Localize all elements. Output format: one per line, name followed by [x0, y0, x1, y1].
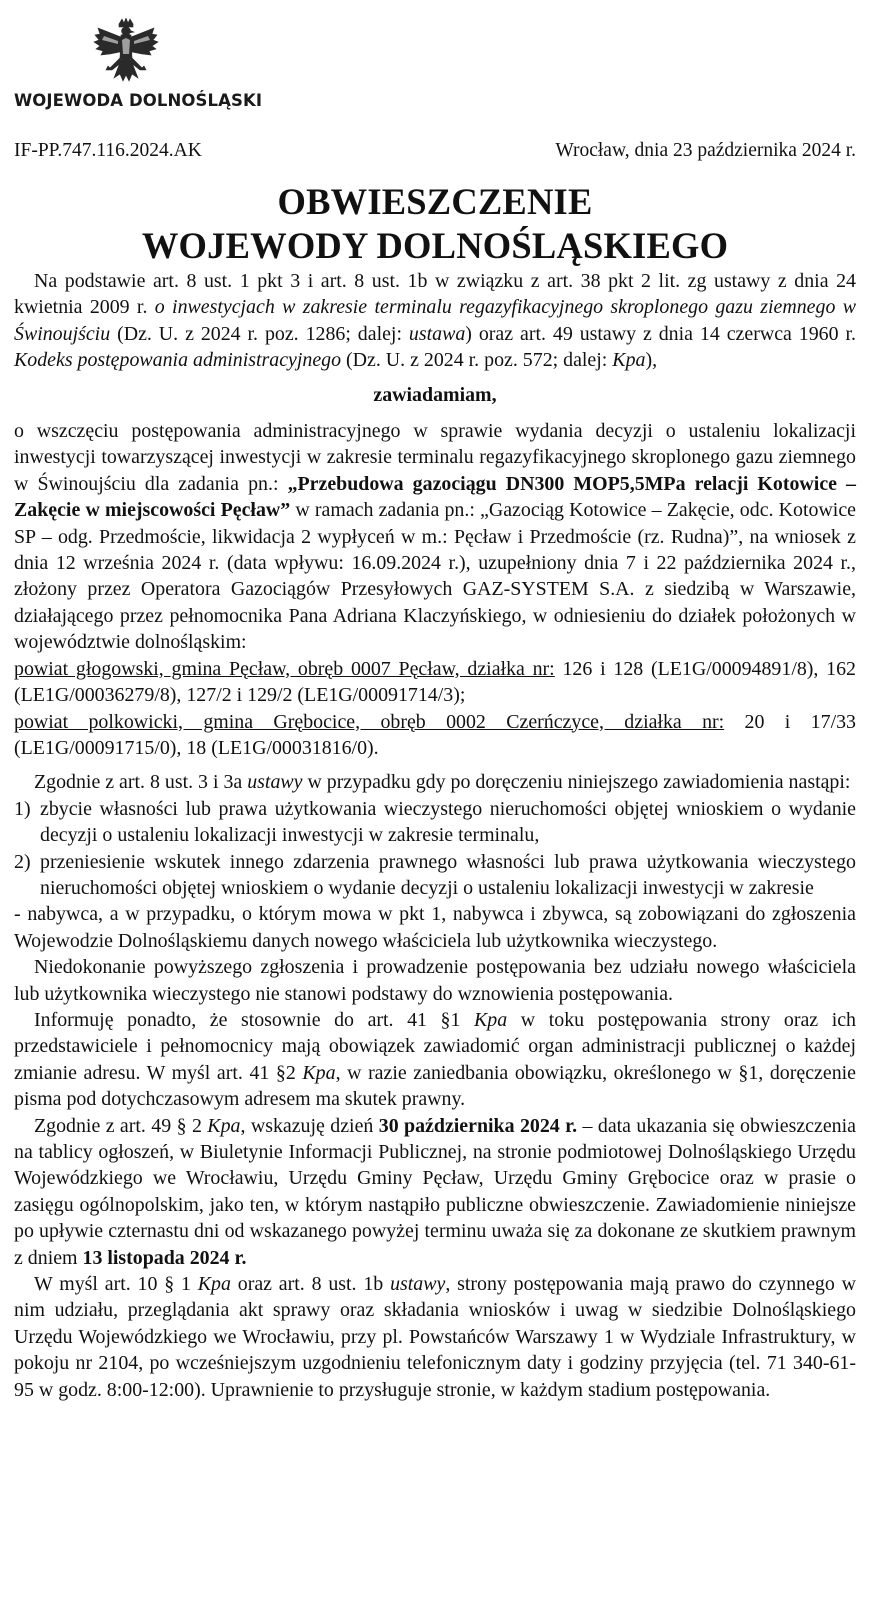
main-paragraph: [14, 418, 856, 656]
parcel-label: powiat głogowski, gmina Pęcław, obręb 0007 Pęcław, działka nr:: [14, 657, 555, 680]
italic-span: Kpa: [612, 349, 646, 372]
reference-number: IF-PP.747.116.2024.AK: [14, 140, 202, 161]
text-span: (Dz. U. z 2024 r. poz. 1286; dalej:: [110, 322, 409, 345]
reference-row: [14, 138, 856, 168]
italic-span: ustawy: [390, 1273, 446, 1296]
italic-span: ustawa: [408, 322, 466, 345]
text-span: w przypadku gdy po doręczeniu niniejszego zawiadomienia nastąpi:: [302, 771, 851, 794]
title-line-2: WOJEWODY DOLNOŚLĄSKIEGO: [141, 225, 729, 266]
announce-heading: zawiadamiam,: [373, 383, 497, 406]
list-number: 1): [14, 797, 31, 820]
text-span: w toku postępowania strony oraz ich przedstawiciele i pełnomocnicy mają obowiązek zawiadomić organ administracji publicznej o każdej zmianie adresu. W myśl art. 41 §2: [14, 1008, 856, 1084]
italic-span: o inwestycjach w zakresie terminalu regazyfikacyjnego skroplonego gazu ziemnego w Świnoujściu: [14, 296, 856, 345]
issuer-name: WOJEWODA DOLNOŚLĄSKI: [14, 91, 263, 110]
bold-span: „Przebudowa gazociągu DN300 MOP5,5MPa relacji Kotowice – Zakęcie w miejscowości Pęcław”: [14, 472, 856, 522]
document-body: [14, 268, 856, 1403]
italic-span: ustawy: [247, 771, 303, 794]
parcel-label: powiat polkowicki, gmina Grębocice, obręb 0002 Czerńczyce, działka nr:: [14, 710, 725, 733]
text-span: Informuję ponadto, że stosownie do art. 41 §1: [34, 1008, 475, 1031]
list-item: [14, 849, 856, 902]
document-title: [14, 180, 856, 268]
text-span: , w razie zaniedbania obowiązku, określonego w §1, doręczenie pisma pod dotychczasowym adresem ma skutek prawny.: [14, 1061, 856, 1111]
bold-span: 30 października 2024 r.: [378, 1114, 578, 1137]
address-paragraph: [14, 1007, 856, 1113]
italic-span: Kpa: [207, 1114, 241, 1137]
art10-paragraph: [14, 1271, 856, 1403]
legal-basis-paragraph: [14, 268, 856, 374]
italic-span: Kpa: [302, 1061, 336, 1084]
eagle-emblem-icon: [92, 18, 160, 92]
parcel-text: 20 i 17/33 (LE1G/00091715/0), 18 (LE1G/00031816/0).: [14, 710, 856, 759]
list-item: [14, 796, 856, 849]
list-text: przeniesienie wskutek innego zdarzenia prawnego własności lub prawa użytkowania wieczystego nieruchomości objętej wnioskiem o wydanie decyzji o ustaleniu lokalizacji inwestycji w zakresie: [40, 850, 856, 899]
text-span: Zgodnie z art. 8 ust. 3 i 3a: [34, 771, 248, 794]
text-span: , wskazuję dzień: [240, 1114, 379, 1137]
text-span: ),: [645, 349, 658, 372]
art8-paragraph: [14, 769, 856, 795]
parcel-list-glogowski: [14, 656, 856, 709]
place-date: Wrocław, dnia 23 października 2024 r.: [555, 140, 856, 161]
text-span: Na podstawie art. 8 ust. 1 pkt 3 i art. 8 ust. 1b w związku z art. 38 pkt 2 lit. zg ustawy z dnia 24 kwietnia 2009 r.: [14, 270, 856, 319]
text-span: w ramach zadania pn.: „Gazociąg Kotowice – Zakęcie, odc. Kotowice SP – odg. Przedmoście, likwidacja 2 wypłyceń w m.: Pęcław i Przedmoście (rz. Rudna)”, na wniosek z dnia 12 września 2024 r. (data wpływu: 16.09.2024 r.), uzupełniony dnia 7 i 22 października 2024 r., złożony przez Operatora Gazociągów Przesyłowych GAZ-SYSTEM S.A. z siedzibą w Warszawie, działającego przez pełnomocnika Pana Adriana Klaczyńskiego, w odniesieniu do działek położonych w województwie dolnośląskim:: [14, 499, 856, 654]
italic-span: Kpa: [474, 1008, 508, 1031]
art49-paragraph: [14, 1113, 856, 1271]
list-text: zbycie własności lub prawa użytkowania wieczystego nieruchomości objętej wnioskiem o wydanie decyzji o ustaleniu lokalizacji inwestycji w zakresie terminalu,: [40, 797, 856, 847]
text-span: oraz art. 8 ust. 1b: [230, 1273, 391, 1296]
italic-span: Kodeks postępowania administracyjnego: [14, 349, 342, 372]
letterhead: [14, 0, 856, 132]
italic-span: Kpa: [197, 1273, 231, 1296]
parcel-list-polkowicki: [14, 709, 856, 762]
text-span: , strony postępowania mają prawo do czynnego w nim udziału, przeglądania akt sprawy oraz składania wniosków i uwag w siedzibie Dolnośląskiego Urzędu Wojewódzkiego we Wrocławiu, przy pl. Powstańców Warszawy 1 w Wydziale Infrastruktury, w pokoju nr 2104, po wcześniejszym uzgodnieniu telefonicznym daty i godziny przyjęcia (tel. 71 340-61-95 w godz. 8:00-12:00). Uprawnienie to przysługuje stronie, w każdym stadium postępowania.: [14, 1273, 856, 1401]
art8-after-paragraph: - nabywca, a w przypadku, o którym mowa w pkt 1, nabywca i zbywca, są zobowiązani do zgłoszenia Wojewodzie Dolnośląskiemu danych nowego właściciela lub użytkownika wieczystego.: [14, 903, 856, 952]
text-span: o wszczęciu postępowania administracyjnego w sprawie wydania decyzji o ustaleniu lokalizacji inwestycji towarzyszącej inwestycji w zakresie terminalu regazyfikacyjnego skroplonego gazu ziemnego w Świnoujściu dla zadania pn.:: [14, 420, 856, 495]
failure-paragraph: Niedokonanie powyższego zgłoszenia i prowadzenie postępowania bez udziału nowego właściciela lub użytkownika wieczystego nie stanowi podstawy do wznowienia postępowania.: [14, 956, 856, 1005]
text-span: W myśl art. 10 § 1: [34, 1273, 198, 1296]
text-span: – data ukazania się obwieszczenia na tablicy ogłoszeń, w Biuletynie Informacji Publicznej, na stronie podmiotowej Dolnośląskiego Urzędu Wojewódzkiego we Wrocławiu, Urzędu Gminy Pęcław, Urzędu Gminy Grębocice oraz w prasie o zasięgu ogólnopolskim, jako ten, w którym nastąpiło publiczne obwieszczenie. Zawiadomienie niniejsze po upływie czternastu dni od wskazanego powyżej terminu uważa się za dokonane ze skutkiem prawnym z dniem: [14, 1114, 856, 1269]
title-line-1: OBWIESZCZENIE: [277, 181, 593, 222]
text-span: ) oraz art. 49 ustawy z dnia 14 czerwca 1960 r.: [465, 322, 856, 345]
document-page: [14, 0, 856, 1403]
text-span: (Dz. U. z 2024 r. poz. 572; dalej:: [341, 349, 613, 372]
list-number: 2): [14, 850, 31, 873]
parcel-text: 126 i 128 (LE1G/00094891/8), 162 (LE1G/00036279/8), 127/2 i 129/2 (LE1G/00091714/3);: [14, 657, 856, 707]
text-span: Zgodnie z art. 49 § 2: [34, 1114, 208, 1137]
bold-span: 13 listopada 2024 r.: [82, 1246, 247, 1269]
